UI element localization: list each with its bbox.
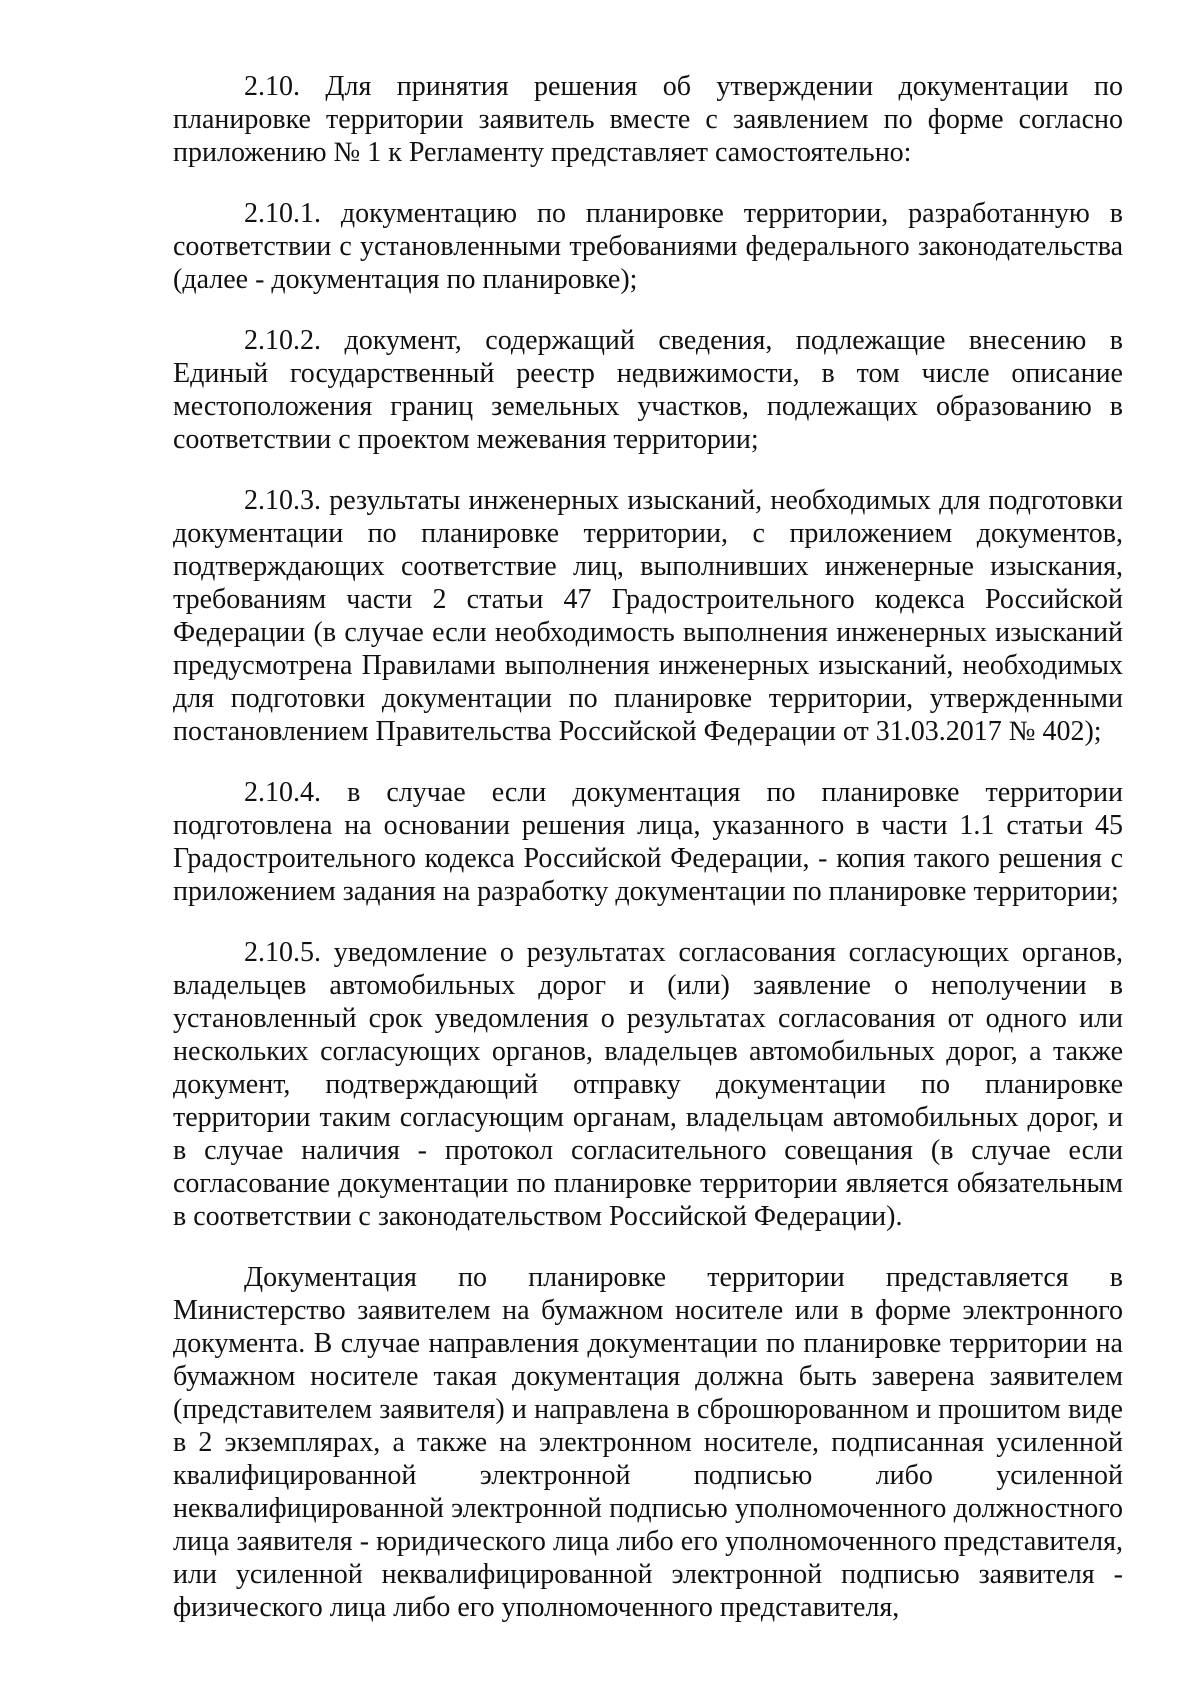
paragraph-documentation-submission: Документация по планировке территории представляется в Министерство заявителем на бумажном носителе или в форме электронного документа. В случае направления документации по планировке территории на бумажном носителе такая документация должна быть заверена заявителем (представителем заявителя) и направлена в сброшюрованном и прошитом виде в 2 экземплярах, а также на электронном носителе, подписанная усиленной квалифицированной электронной подписью либо усиленной неквалифицированной электронной подписью уполномоченного должностного лица заявителя - юридического лица либо его уполномоченного представителя, или усиленной неквалифицированной электронной подписью заявителя - физического лица либо его уполномоченного представителя, [173, 1262, 1123, 1623]
paragraph-2-10: 2.10. Для принятия решения об утверждении документации по планировке территории заявитель вместе с заявлением по форме согласно приложению № 1 к Регламенту представляет самостоятельно: [173, 71, 1123, 168]
paragraph-2-10-3: 2.10.3. результаты инженерных изысканий, необходимых для подготовки документации по планировке территории, с приложением документов, подтверждающих соответствие лиц, выполнивших инженерные изыскания, требованиям части 2 статьи 47 Градостроительного кодекса Российской Федерации (в случае если необходимость выполнения инженерных изысканий предусмотрена Правилами выполнения инженерных изысканий, необходимых для подготовки документации по планировке территории, утвержденными постановлением Правительства Российской Федерации от 31.03.2017 № 402); [173, 485, 1123, 747]
document-page [173, 70, 1123, 1624]
paragraph-2-10-5: 2.10.5. уведомление о результатах согласования согласующих органов, владельцев автомобильных дорог и (или) заявление о неполучении в установленный срок уведомления о результатах согласования от одного или нескольких согласующих органов, владельцев автомобильных дорог, а также документ, подтверждающий отправку документации по планировке территории таким согласующим органам, владельцам автомобильных дорог, и в случае наличия - протокол согласительного совещания (в случае если согласование документации по планировке территории является обязательным в соответствии с законодательством Российской Федерации). [173, 937, 1123, 1232]
paragraph-2-10-4: 2.10.4. в случае если документация по планировке территории подготовлена на основании решения лица, указанного в части 1.1 статьи 45 Градостроительного кодекса Российской Федерации, - копия такого решения с приложением задания на разработку документации по планировке территории; [173, 777, 1123, 907]
paragraph-2-10-2: 2.10.2. документ, содержащий сведения, подлежащие внесению в Единый государственный реестр недвижимости, в том числе описание местоположения границ земельных участков, подлежащих образованию в соответствии с проектом межевания территории; [173, 325, 1123, 455]
paragraph-2-10-1: 2.10.1. документацию по планировке территории, разработанную в соответствии с установленными требованиями федерального законодательства (далее - документация по планировке); [173, 198, 1123, 295]
